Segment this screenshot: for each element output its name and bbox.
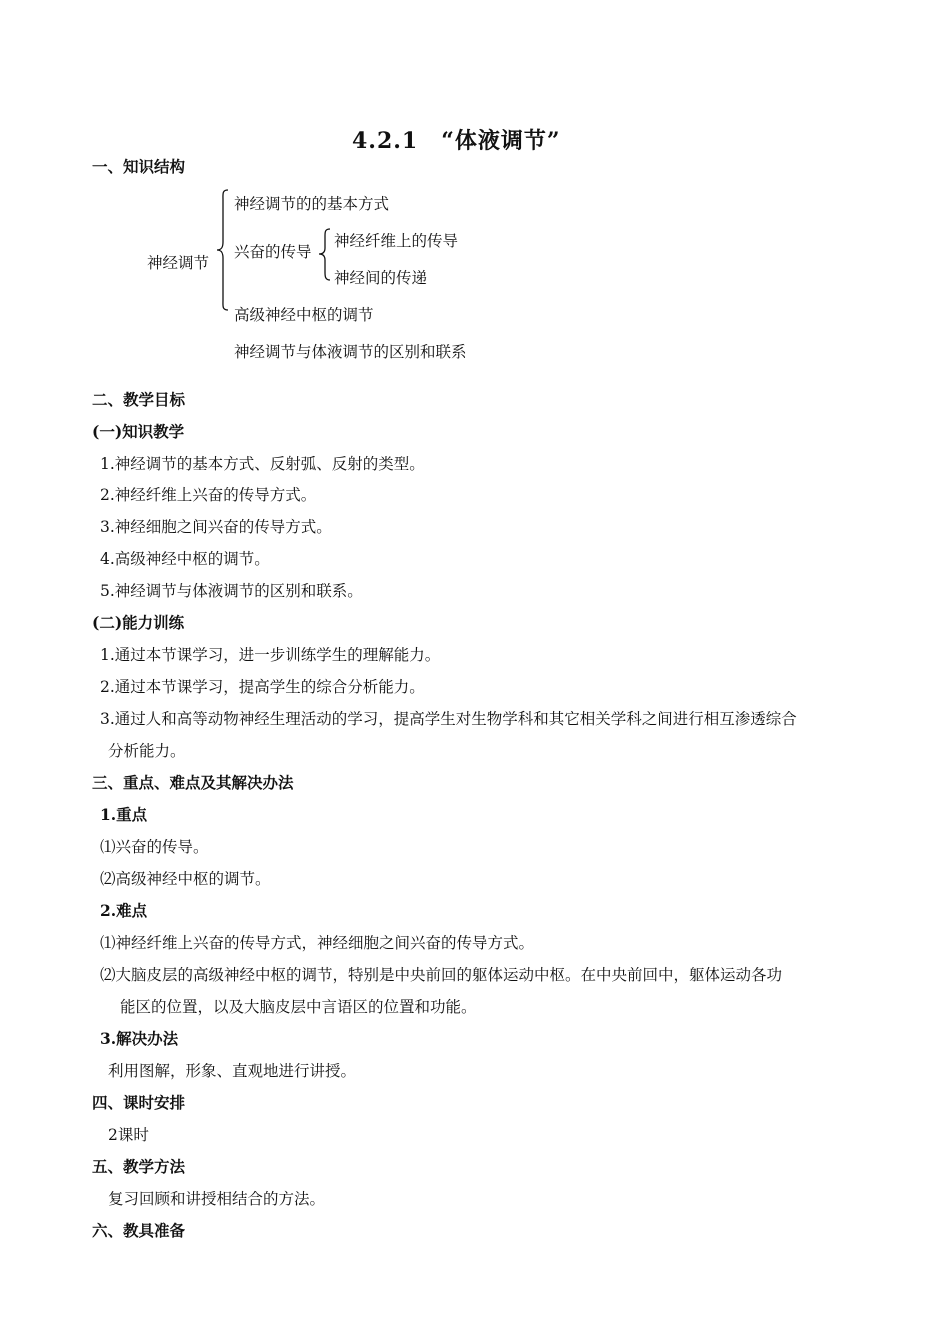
structure-branch-difference: 神经调节与体液调节的区别和联系 [234,343,467,361]
key-point-2: ⑵高级神经中枢的调节。 [100,870,271,888]
key-point-1: ⑴兴奋的传导。 [100,838,209,856]
key-points-heading: 1.重点 [100,805,148,824]
section-4-heading: 四、课时安排 [92,1093,186,1112]
difficulties-heading: 2.难点 [100,901,148,920]
structure-branch-basic-mode: 神经调节的的基本方式 [234,195,390,213]
difficulty-2-line-2: 能区的位置，以及大脑皮层中言语区的位置和功能。 [120,998,477,1016]
ability-item-3-line-2: 分析能力。 [108,742,186,760]
structure-sub-synapse: 神经间的传递 [334,269,428,287]
structure-root: 神经调节 [147,254,210,272]
outer-brace [216,188,230,312]
ability-item-1: 1.通过本节课学习，进一步训练学生的理解能力。 [100,646,441,664]
section-1-heading: 一、知识结构 [92,157,186,176]
difficulty-2-line-1: ⑵大脑皮层的高级神经中枢的调节，特别是中央前回的躯体运动中枢。在中央前回中，躯体运动各功 [100,966,783,984]
subsection-ability: (二)能力训练 [92,613,185,632]
section-3-heading: 三、重点、难点及其解决办法 [92,773,294,792]
knowledge-item-2: 2.神经纤维上兴奋的传导方式。 [100,486,317,504]
structure-branch-higher-center: 高级神经中枢的调节 [234,306,374,324]
structure-sub-fiber: 神经纤维上的传导 [334,232,459,250]
knowledge-item-3: 3.神经细胞之间兴奋的传导方式。 [100,518,332,536]
solution-heading: 3.解决办法 [100,1029,179,1048]
section-6-heading: 六、教具准备 [92,1221,186,1240]
subsection-knowledge: (一)知识教学 [92,422,185,441]
teaching-method: 复习回顾和讲授相结合的方法。 [108,1190,326,1208]
inner-brace [318,228,332,282]
section-2-heading: 二、教学目标 [92,390,186,409]
knowledge-item-5: 5.神经调节与体液调节的区别和联系。 [100,582,363,600]
ability-item-2: 2.通过本节课学习，提高学生的综合分析能力。 [100,678,425,696]
knowledge-item-4: 4.高级神经中枢的调节。 [100,550,270,568]
page-title: 4.2.1 “体液调节” [352,128,561,154]
section-5-heading: 五、教学方法 [92,1157,186,1176]
ability-item-3-line-1: 3.通过人和高等动物神经生理活动的学习，提高学生对生物学科和其它相关学科之间进行相互渗透综合 [100,710,797,728]
difficulty-1: ⑴神经纤维上兴奋的传导方式，神经细胞之间兴奋的传导方式。 [100,934,535,952]
solution-text: 利用图解，形象、直观地进行讲授。 [108,1062,357,1080]
structure-branch-excitation: 兴奋的传导 [234,243,312,261]
knowledge-item-1: 1.神经调节的基本方式、反射弧、反射的类型。 [100,455,425,473]
class-hours: 2课时 [108,1126,149,1144]
